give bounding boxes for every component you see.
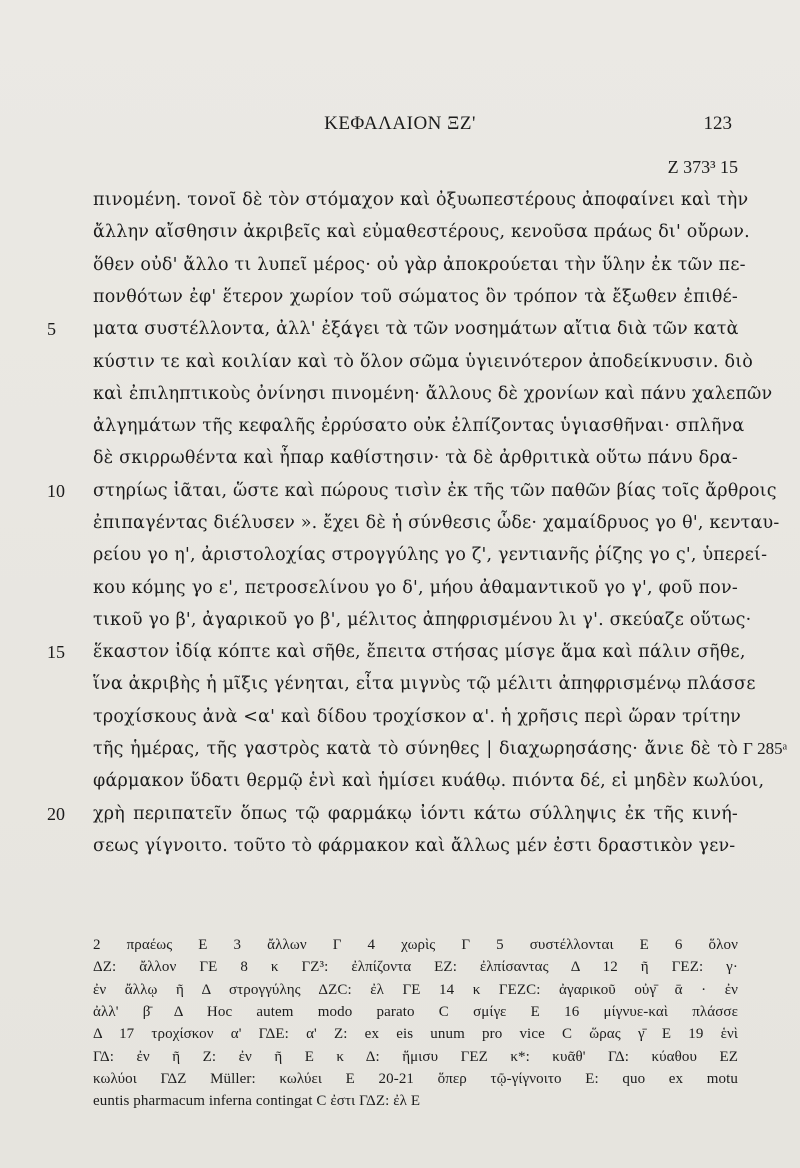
line-number: 5 xyxy=(47,319,56,339)
text-line: κου κόμης γο ε', πετροσελίνου γο δ', μήου ἀθαμαντικοῦ γο γ', φοῦ πον- xyxy=(93,578,738,598)
apparatus-line: κωλύοι ΓΔΖ Müller: κωλύει Ε 20-21 ὅπερ τῷ-γίγνοιτο Ε: quo ex motu xyxy=(93,1071,738,1087)
text-line: ἐπιπαγέντας διέλυσεν ». ἔχει δὲ ἡ σύνθεσις ὧδε· χαμαίδρυος γο θ', κενταυ- xyxy=(93,513,780,533)
text-line: στηρίως ἰᾶται, ὥστε καὶ πώρους τισὶν ἐκ τῆς τῶν παθῶν βίας τοῖς ἄρθροις xyxy=(93,481,777,501)
apparatus-line: ἀλλ' β̄ Δ Hoc autem modo parato C σμίγε Ε 16 μίγνυε-καὶ πλάσσε xyxy=(93,1004,738,1020)
apparatus-line: 2 πραέως E 3 ἄλλων Γ 4 χωρὶς Γ 5 συστέλλονται E 6 ὅλον xyxy=(93,937,738,953)
page-header xyxy=(0,113,800,139)
text-line: φάρμακον ὕδατι θερμῷ ἑνὶ καὶ ἡμίσει κυάθῳ. πιόντα δέ, εἰ μηδὲν κωλύοι, xyxy=(93,771,765,791)
text-line: ὅθεν οὐδ' ἄλλο τι λυπεῖ μέρος· οὐ γὰρ ἀποκρούεται τὴν ὕλην ἐκ τῶν πε- xyxy=(93,255,746,275)
text-line: ἄλλην αἴσθησιν ἀκριβεῖς καὶ εὐμαθεστέρους, κενοῦσα πράως δι' οὔρων. xyxy=(93,222,750,242)
line-number: 15 xyxy=(47,642,65,662)
text-line: κύστιν τε καὶ κοιλίαν καὶ τὸ ὅλον σῶμα ὑγιεινότερον ἀποδείκνυσιν. διὸ xyxy=(93,352,754,372)
running-title: ΚΕΦΑΛΑΙΟΝ ΞΖ' xyxy=(324,113,476,134)
apparatus-line: ἐν ἄλλῳ ῆ Δ στρογγύλης ΔΖC: ἐλ ΓΕ 14 κ ΓΕΖC: ἀγαρικοῦ οὐγ̄ ᾱ · ἐν xyxy=(93,982,738,998)
text-line: ρείου γο η', ἀριστολοχίας στρογγύλης γο ζ', γεντιανῆς ῥίζης γο ς', ὑπερεί- xyxy=(93,545,768,565)
text-line: τροχίσκους ἀνὰ <α' καὶ δίδου τροχίσκον α'. ἡ χρῆσις περὶ ὥραν τρίτην xyxy=(93,707,741,727)
text-line: ματα συστέλλοντα, ἀλλ' ἐξάγει τὰ τῶν νοσημάτων αἴτια διὰ τῶν κατὰ xyxy=(93,319,739,339)
apparatus-line: euntis pharmacum inferna contingat C ἐστι ΓΔΖ: ἐλ Ε xyxy=(93,1093,421,1109)
text-line: χρὴ περιπατεῖν ὅπως τῷ φαρμάκῳ ἰόντι κάτω σύλληψις ἐκ τῆς κινή- xyxy=(93,804,738,824)
margin-note: Γ 285ᵃ xyxy=(743,739,788,758)
text-line: ἵνα ἀκριβὴς ἡ μῖξις γένηται, εἶτα μιγνὺς τῷ μέλιτι ἀπηφρισμένῳ πλάσσε xyxy=(93,674,756,694)
apparatus-line: ΓΔ: ἐν ῆ Ζ: ἐν ῆ Ε κ Δ: ἥμισυ ΓΕΖ κ*: κυᾶθ' ΓΔ: κύαθου ΕΖ xyxy=(93,1049,738,1065)
text-line: ἀλγημάτων τῆς κεφαλῆς ἐρρύσατο οὐκ ἐλπίζοντας ὑγιασθῆναι· σπλῆνα xyxy=(93,416,745,436)
text-line: ἕκαστον ἰδίᾳ κόπτε καὶ σῆθε, ἔπειτα στήσας μίσγε ἅμα καὶ πάλιν σῆθε, xyxy=(93,642,746,662)
apparatus-line: Δ 17 τροχίσκον α' ΓΔΕ: α' Ζ: ex eis unum pro vice C ὥρας γ̄ Ε 19 ἑνὶ xyxy=(93,1026,738,1042)
line-number: 10 xyxy=(47,481,65,501)
page-number: 123 xyxy=(703,113,732,134)
text-line: πονθότων ἐφ' ἕτερον χωρίον τοῦ σώματος ὃν τρόπον τὰ ἔξωθεν ἐπιθέ- xyxy=(93,287,738,307)
text-line: σεως γίγνοιτο. τοῦτο τὸ φάρμακον καὶ ἄλλως μέν ἐστι δραστικὸν γεν- xyxy=(93,836,736,856)
text-line: δὲ σκιρρωθέντα καὶ ἧπαρ καθίστησιν· τὰ δὲ ἀρθριτικὰ οὕτω πάνυ δρα- xyxy=(93,448,738,468)
text-line: τικοῦ γο β', ἀγαρικοῦ γο β', μέλιτος ἀπηφρισμένου λι γ'. σκεύαζε οὕτως· xyxy=(93,610,752,630)
text-line: τῆς ἡμέρας, τῆς γαστρὸς κατὰ τὸ σύνηθες | διαχωρησάσης· ἄνιε δὲ τὸ xyxy=(93,739,738,759)
source-reference: Z 373³ 15 xyxy=(667,157,738,177)
apparatus-line: ΔΖ: ἄλλον ΓΕ 8 κ ΓΖ³: ἐλπίζοντα ΕΖ: ἐλπίσαντας Δ 12 ῆ ΓΕΖ: γ· xyxy=(93,959,738,975)
text-line: πινομένη. τονοῖ δὲ τὸν στόμαχον καὶ ὀξυωπεστέρους ἀποφαίνει καὶ τὴν xyxy=(93,190,749,210)
text-line: καὶ ἐπιληπτικοὺς ὀνίνησι πινομένη· ἄλλους δὲ χρονίων καὶ πάνυ χαλεπῶν xyxy=(93,384,773,404)
line-number: 20 xyxy=(47,804,65,824)
